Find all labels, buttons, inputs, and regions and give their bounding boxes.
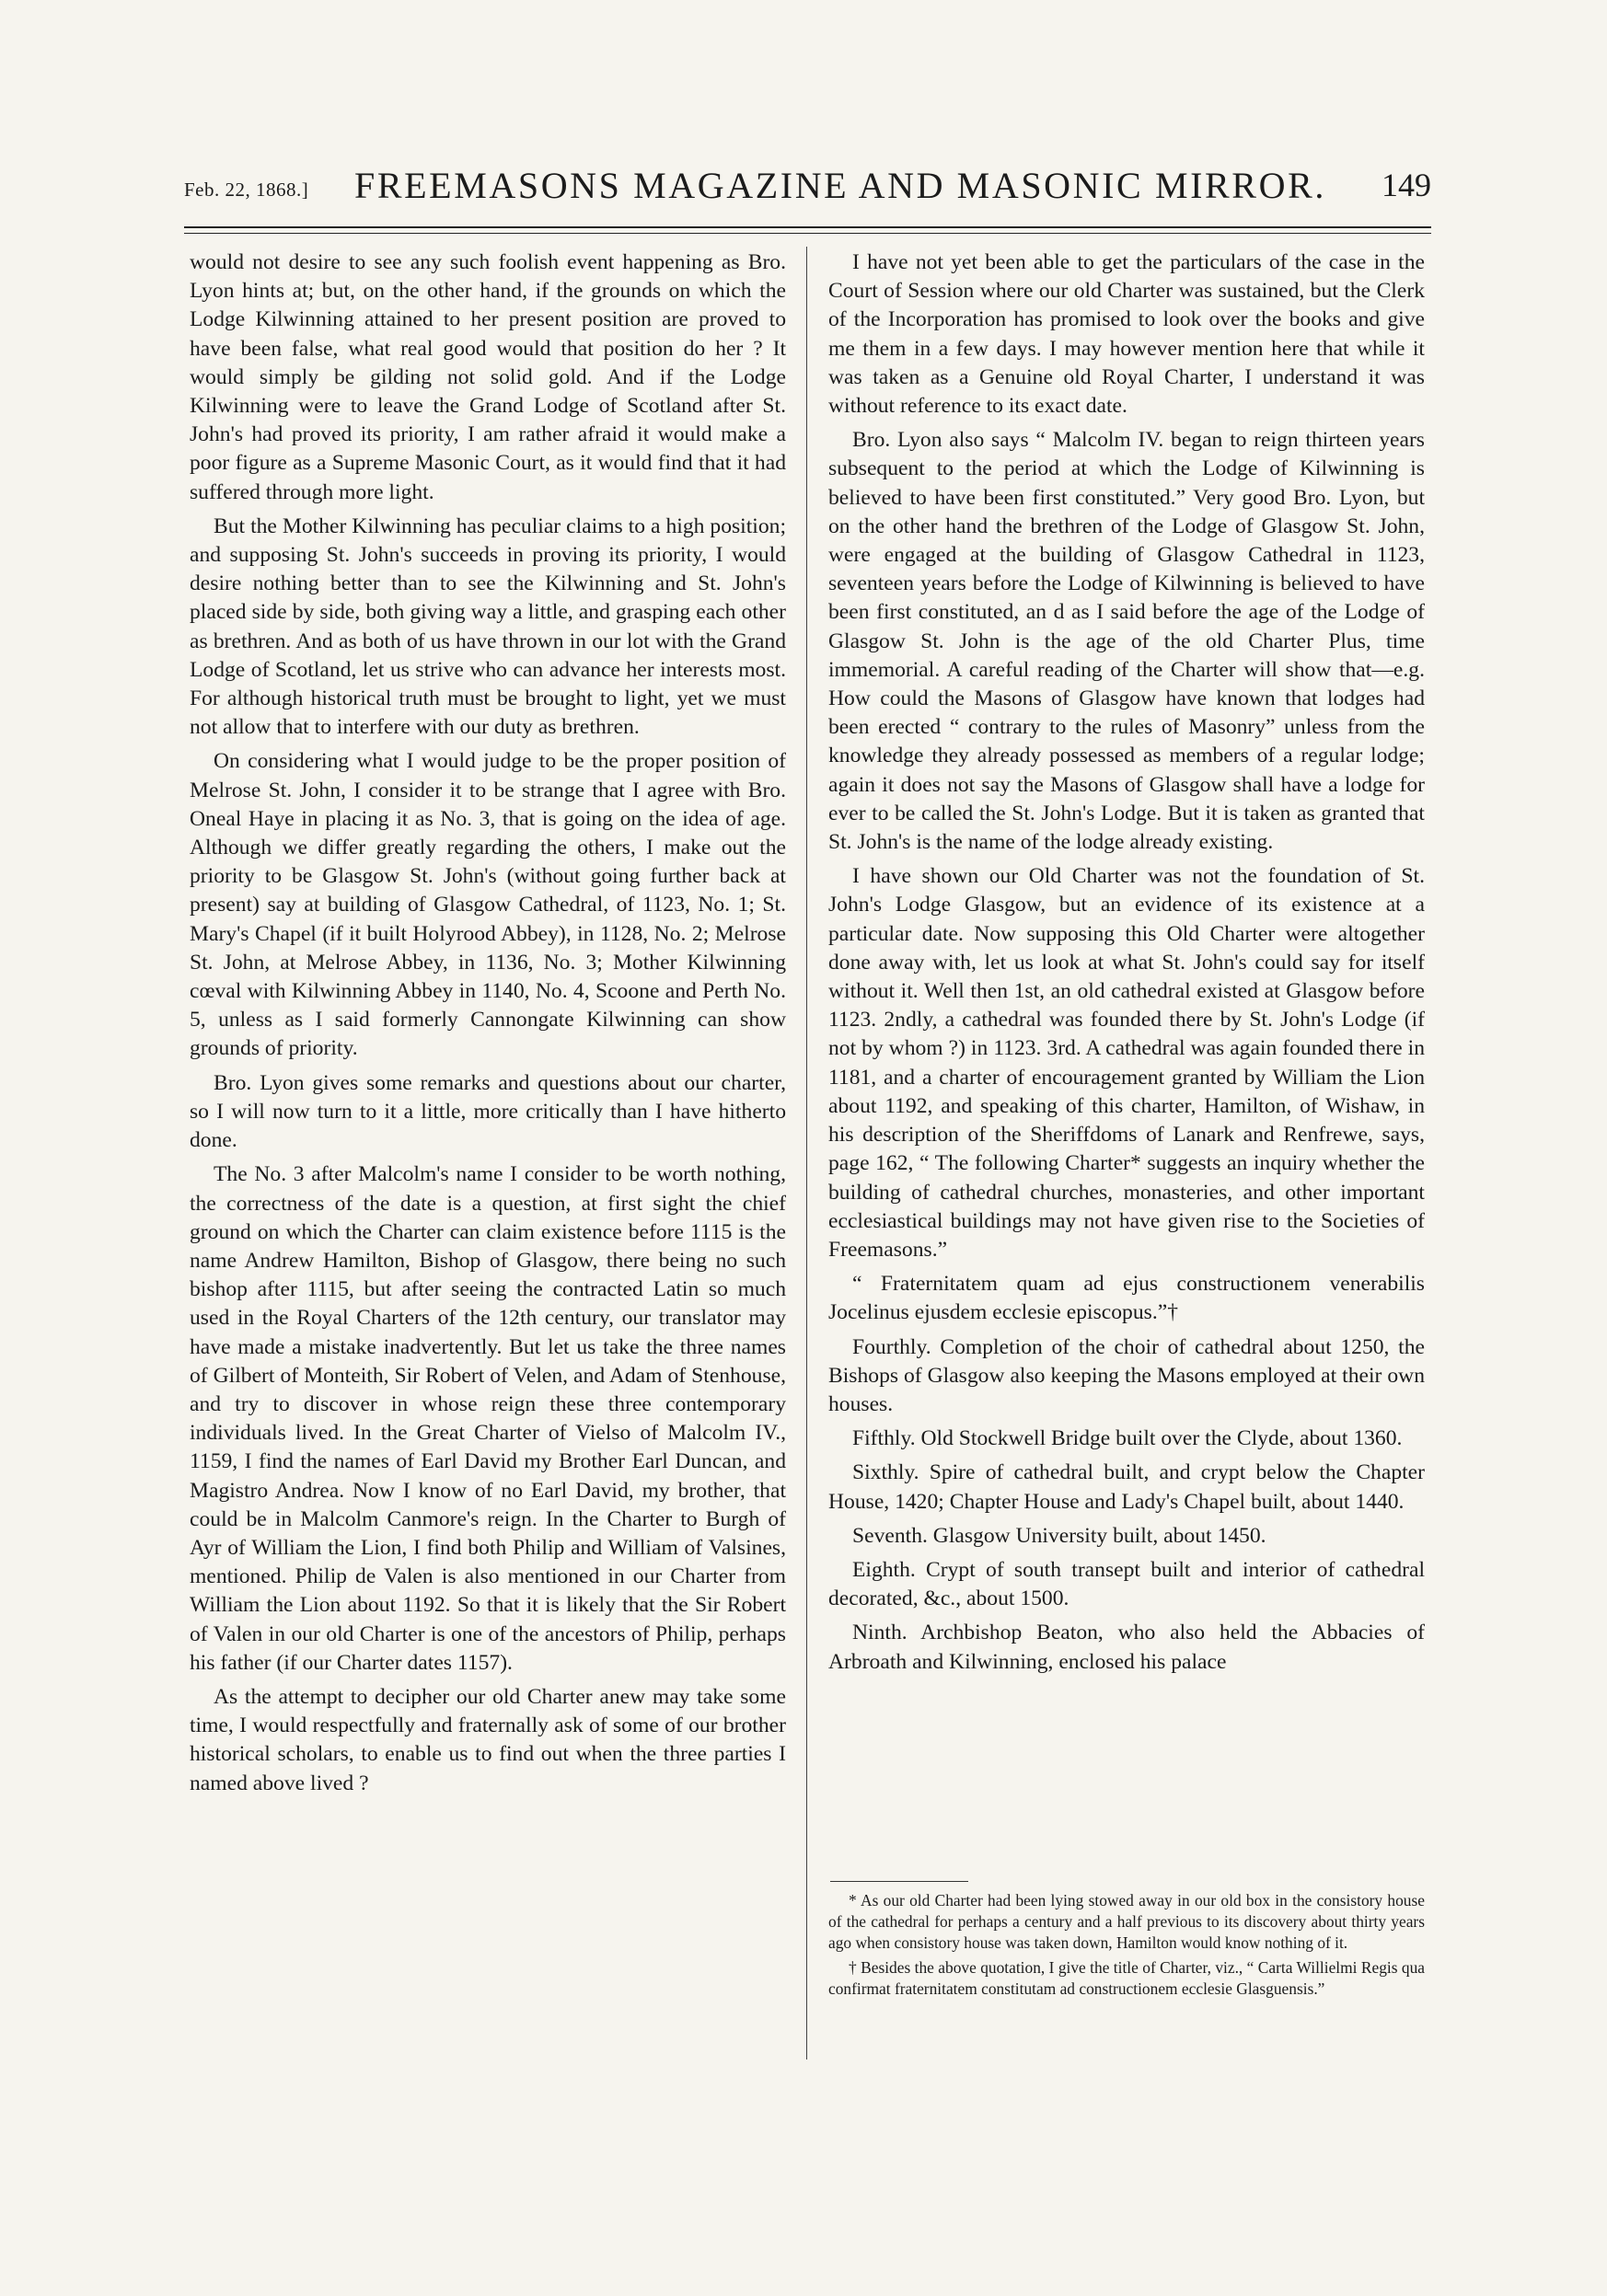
paragraph: The No. 3 after Malcolm's name I consider to be worth nothing, the correctness of the date is a question, at first sight the chief ground on which the Charter can claim existence before 1115 is the name Andrew Hamilton, Bishop of Glasgow, there being no such bishop after 1115, but after seeing the contracted Latin so much used in the Royal Charters of the 12th century, our translator may have made a mistake inadvertently. But let us take the three names of Gilbert of Monteith, Sir Robert of Velen, and Adam of Stenhouse, and try to discover in whose reign these three contemporary individuals lived. In the Great Charter of Vielso of Malcolm IV., 1159, I find the names of Earl David my Brother Earl Duncan, and Magistro Andrea. Now I know of no Earl David, my brother, that could be in Malcolm Canmore's reign. In the Charter to Burgh of Ayr of William the Lion, I find both Philip and William of Valsines, mentioned. Philip de Valen is also mentioned in our Charter from William the Lion about 1192. So that it is likely that the Sir Robert of Valen in our old Charter is one of the ancestors of Philip, perhaps his father (if our Charter dates 1157). — [190, 1162, 786, 1675]
footnotes — [828, 1890, 1425, 2003]
paragraph: Eighth. Crypt of south transept built and interior of cathedral decorated, &c., about 1500. — [828, 1557, 1425, 1611]
header-rule-thick — [184, 226, 1431, 228]
paragraph: Fourthly. Completion of the choir of cathedral about 1250, the Bishops of Glasgow also keeping the Masons employed at their own houses. — [828, 1334, 1425, 1416]
paragraph: Bro. Lyon gives some remarks and questions about our charter, so I will now turn to it a little, more critically than I have hitherto done. — [190, 1070, 786, 1153]
footnote: * As our old Charter had been lying stowed away in our old box in the consistory house of the cathedral for perhaps a century and a half previous to its discovery about thirty years ago when consistory house was taken down, Hamilton would know nothing of it. — [828, 1891, 1425, 1952]
paragraph: On considering what I would judge to be the proper position of Melrose St. John, I consider it to be strange that I agree with Bro. Oneal Haye in placing it as No. 3, that is going on the idea of age. Although we differ greatly regarding the others, I make out the priority to be Glasgow St. John's (without going further back at present) say at building of Glasgow Cathedral, of 1123, No. 1; St. Mary's Chapel (if it built Holyrood Abbey), in 1128, No. 2; Melrose St. John, at Melrose Abbey, in 1136, No. 3; Mother Kilwinning cœval with Kilwinning Abbey in 1140, No. 4, Scoone and Perth No. 5, unless as I said formerly Cannongate Kilwinning can show grounds of priority. — [190, 749, 786, 1061]
paragraph: Fifthly. Old Stockwell Bridge built over the Clyde, about 1360. — [852, 1426, 1403, 1451]
footnote-rule — [830, 1881, 968, 1882]
paragraph: Seventh. Glasgow University built, about 1450. — [852, 1523, 1266, 1548]
paragraph: I have not yet been able to get the particulars of the case in the Court of Session where our old Charter was sustained, but the Clerk of the Incorporation has promised to look over the books and give me them in a few days. I may however mention here that while it was taken as a Genuine old Royal Charter, I understand it was without reference to its exact date. — [828, 250, 1425, 419]
paragraph: Sixthly. Spire of cathedral built, and crypt below the Chapter House, 1420; Chapter House and Lady's Chapel built, about 1440. — [828, 1460, 1425, 1514]
column-divider — [806, 247, 807, 2059]
paragraph: Ninth. Archbishop Beaton, who also held the Abbacies of Arbroath and Kilwinning, enclosed his palace — [828, 1621, 1425, 1674]
quotation: “ Fraternitatem quam ad ejus constructionem venerabilis Jocelinus ejusdem ecclesie episcopus.”† — [828, 1272, 1425, 1325]
header-rule-thin — [184, 233, 1431, 234]
right-column — [828, 248, 1425, 1682]
paragraph: Bro. Lyon also says “ Malcolm IV. began to reign thirteen years subsequent to the period at which the Lodge of Kilwinning is believed to have been first constituted.” Very good Bro. Lyon, but on the other hand the brethren of the Lodge of Glasgow St. John, were engaged at the building of Glasgow Cathedral in 1123, seventeen years before the Lodge of Kilwinning is believed to have been first constituted, an d as I said before the age of the Lodge of Glasgow St. John is the age of the old Charter Plus, time immemorial. A careful reading of the Charter will show that—e.g. How could the Masons of Glasgow have known that lodges had been erected “ contrary to the rules of Masonry” unless from the knowledge they already possessed as members of a regular lodge; again it does not say the Masons of Glasgow shall have a lodge for ever to be called the St. John's Lodge. But it is taken as granted that St. John's is the name of the lodge already existing. — [828, 428, 1425, 855]
page-number: 149 — [1382, 167, 1431, 203]
running-header — [184, 158, 1431, 213]
magazine-title: FREEMASONS MAGAZINE AND MASONIC MIRROR. — [354, 165, 1326, 206]
left-column — [190, 248, 786, 1804]
paragraph: would not desire to see any such foolish event happening as Bro. Lyon hints at; but, on the other hand, if the grounds on which the Lodge Kilwinning attained to her present position are proved to have been false, what real good would that position do her ? It would simply be gilding not solid gold. And if the Lodge Kilwinning were to leave the Grand Lodge of Scotland after St. John's had proved its priority, I am rather afraid it would make a poor figure as a Supreme Masonic Court, as it would find that it had suffered through more light. — [190, 250, 786, 504]
paragraph: But the Mother Kilwinning has peculiar claims to a high position; and supposing St. John's succeeds in proving its priority, I would desire nothing better than to see the Kilwinning and St. John's placed side by side, both giving way a little, and grasping each other as brethren. And as both of us have thrown in our lot with the Grand Lodge of Scotland, let us strive who can advance her interests most. For although historical truth must be brought to light, yet we must not allow that to interfere with our duty as brethren. — [190, 513, 786, 740]
paragraph: As the attempt to decipher our old Charter anew may take some time, I would respectfully and fraternally ask of some of our brother historical scholars, to enable us to find out when the three parties I named above lived ? — [190, 1684, 786, 1795]
paragraph: I have shown our Old Charter was not the foundation of St. John's Lodge Glasgow, but an evidence of its existence at a particular date. Now supposing this Old Charter were altogether done away with, let us look at what St. John's could say for itself without it. Well then 1st, an old cathedral existed at Glasgow before 1123. 2ndly, a cathedral was founded there by St. John's Lodge (if not by whom ?) in 1123. 3rd. A cathedral was again founded there in 1181, and a charter of encouragement granted by William the Lion about 1192, and speaking of this charter, Hamilton, of Wishaw, in his description of the Sheriffdoms of Lanark and Renfrewe, says, page 162, “ The following Charter* suggests an inquiry whether the building of cathedral churches, monasteries, and other important ecclesiastical buildings may not have given rise to the Societies of Freemasons.” — [828, 864, 1425, 1262]
issue-date: Feb. 22, 1868.] — [184, 179, 309, 201]
footnote: † Besides the above quotation, I give the title of Charter, viz., “ Carta Willielmi Regis qua confirmat fraternitatem constitutam ad constructionem ecclesie Glasguensis.” — [828, 1958, 1425, 1998]
